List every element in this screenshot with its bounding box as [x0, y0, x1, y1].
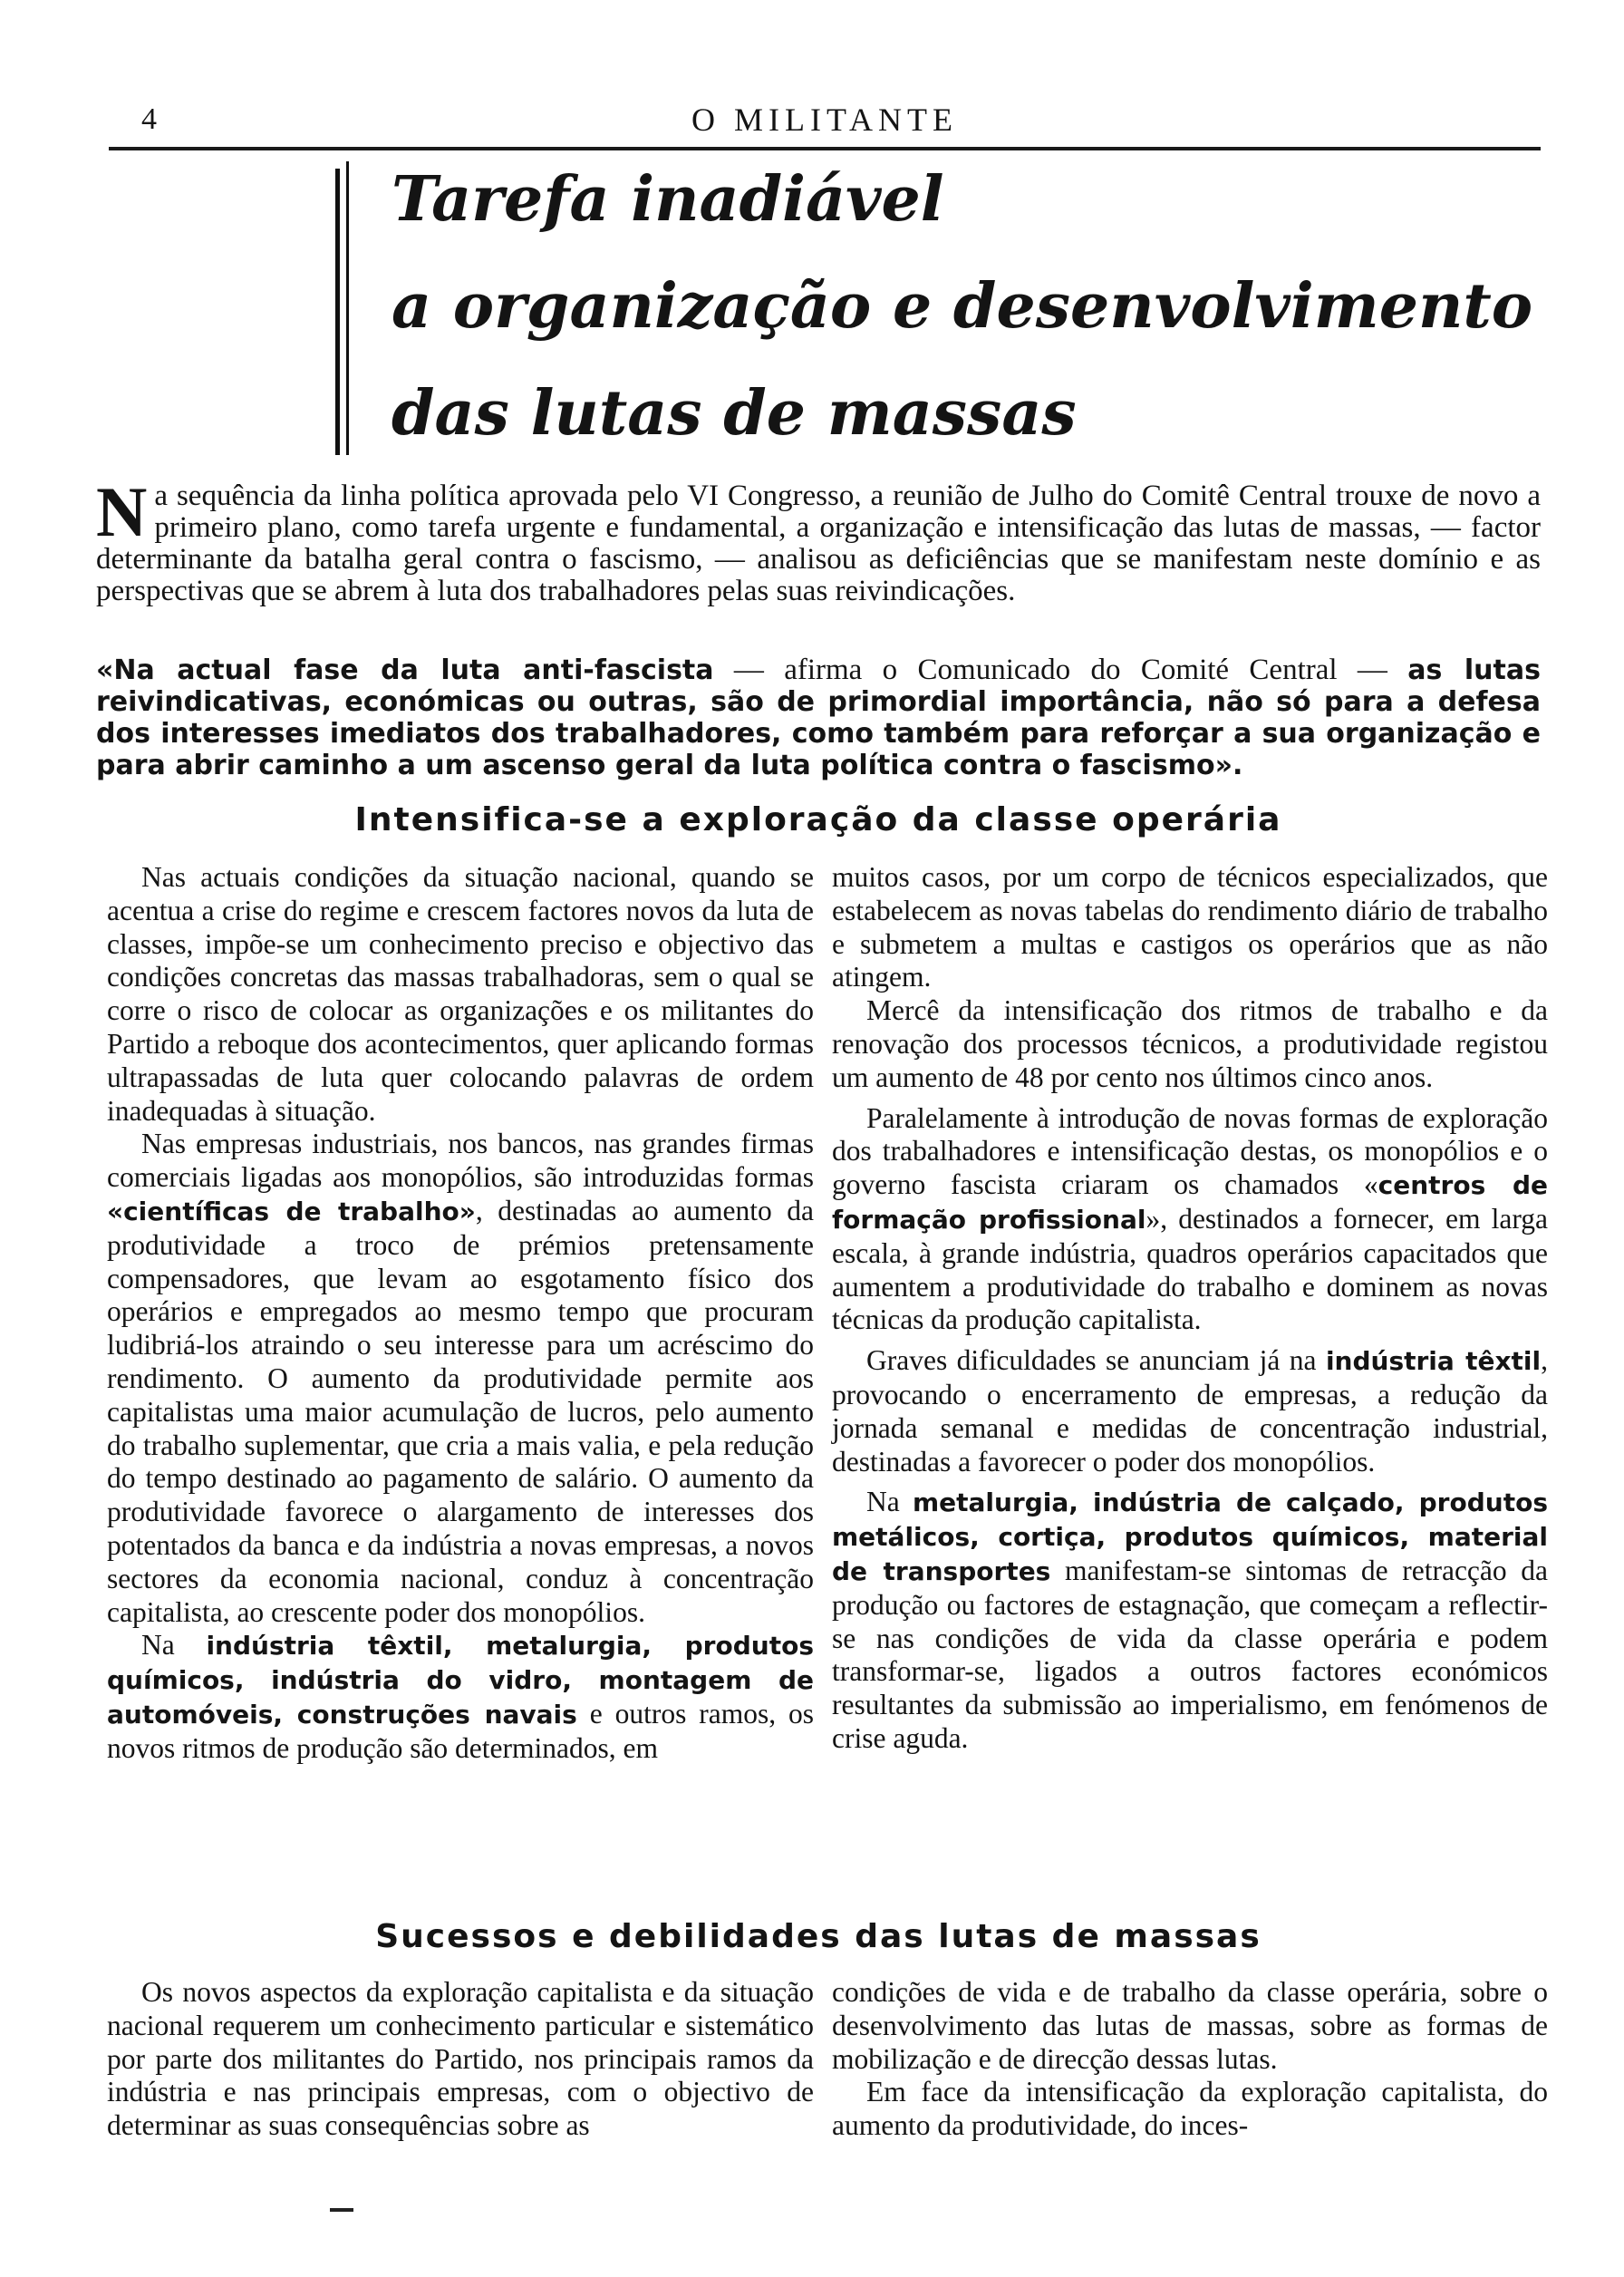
bold-run: centros de formação profissional: [832, 1170, 1548, 1235]
paragraph: [832, 1486, 1548, 1755]
paragraph: [832, 1102, 1548, 1338]
headline-line-1: Tarefa inadiável: [392, 163, 944, 236]
paragraph: muitos casos, por um corpo de técnicos especializados, que estabelecem as novas tabelas do rendimento diário de trabalho e submetem a multas e castigos os operários que as não atingem.: [832, 861, 1548, 993]
drop-cap: N: [96, 472, 148, 551]
paragraph: Nas actuais condições da situação nacional, quando se acentua a crise do regime e crescem factores novos da luta de classes, impõe-se um conhecimento preciso e objectivo das condições concretas das massas trabalhadoras, sem o qual se corre o risco de colocar as organizações e os militantes do Partido a reboque dos acontecimentos, quer aplicando formas ultrapassadas de luta quer colocando palavras de ordem inadequadas à situação.: [107, 861, 814, 1127]
paragraph: condições de vida e de trabalho da classe operária, sobre o desenvolvimento das lutas de massas, sobre as formas de mobilização e de direcção dessas lutas.: [832, 1976, 1548, 2075]
text-run: Graves dificuldades se anunciam já na: [866, 1344, 1326, 1377]
section-2-column-right: [832, 1976, 1548, 2143]
section-2-title: Sucessos e debilidades das lutas de massas: [375, 1918, 1262, 1955]
headline-rule-bars: [335, 161, 355, 455]
publication-title: O MILITANTE: [691, 102, 959, 138]
header-rule: [109, 147, 1541, 150]
headline-line-3: das lutas de massas: [392, 377, 1077, 450]
paragraph: [107, 1128, 814, 1629]
lead-paragraph: [96, 472, 1541, 607]
bold-run: indústria têxtil: [1325, 1346, 1542, 1377]
paragraph: [832, 1344, 1548, 1478]
headline-bar-thin: [346, 161, 349, 455]
paragraph: Os novos aspectos da exploração capitalista e da situação nacional requerem um conhecimento particular e sistemático por parte dos militantes do Partido, nos principais ramos da indústria e nas principais empresas, com o objectivo de determinar as suas consequências sobre as: [107, 1976, 814, 2142]
print-mark: [330, 2208, 353, 2212]
text-run: », destinados a fornecer, em larga escala, à grande indústria, quadros operários capacitados que aumentem a produtividade do trabalho e dominem as novas técnicas da produção capitalista.: [832, 1202, 1548, 1336]
quote-part-2: — afirma o Comunicado do Comité Central —: [713, 654, 1408, 686]
central-committee-quote: [96, 654, 1541, 781]
text-run: e outros ramos, os novos ritmos de produção são determinados, em: [107, 1697, 814, 1764]
paragraph: Em face da intensificação da exploração capitalista, do aumento da produtividade, do inces-: [832, 2076, 1548, 2142]
bold-run: «científicas de trabalho»: [107, 1196, 476, 1226]
section-1-column-left: [107, 861, 814, 1766]
headline-line-2: a organização e desenvolvimento: [392, 270, 1533, 343]
quote-part-3: as lutas reivindicativas, económicas ou outras, são de primordial importância, não só para a defesa dos interesses imediatos dos trabalhadores, como também para reforçar a sua organização e para abrir caminho a um ascenso geral da luta política contra o fascismo».: [96, 654, 1541, 781]
text-run: Paralelamente à introdução de novas formas de exploração dos trabalhadores e intensificação destas, os monopólios e o governo fascista criaram os chamados «: [832, 1101, 1548, 1201]
paragraph: [107, 1629, 814, 1765]
text-run: Na: [141, 1629, 207, 1662]
text-run: , destinadas ao aumento da produtividade a troco de prémios pretensamente compensadores, que levam ao esgotamento físico dos operários e empregados ao mesmo tempo que procuram ludibriá-los atraindo o seu interesse para um acréscimo do rendimento. O aumento da produtividade permite aos capitalistas uma maior acumulação de lucros, pelo aumento do trabalho suplementar, que cria a mais valia, e pela redução do tempo destinado ao pagamento de salário. O aumento da produtividade favorece o alargamento de interesses dos potentados da banca e da indústria a novas empresas, a novos sectores da economia nacional, conduz à concentração capitalista, ao crescente poder dos monopólios.: [107, 1194, 814, 1628]
paragraph: Mercê da intensificação dos ritmos de trabalho e da renovação dos processos técnicos, a produtividade registou um aumento de 48 por cento nos últimos cinco anos.: [832, 994, 1548, 1093]
bold-run: indústria têxtil, metalurgia, produtos químicos, indústria do vidro, montagem de automóveis, construções navais: [107, 1631, 814, 1730]
section-1-column-right: [832, 861, 1548, 1756]
headline-bar-thick: [335, 169, 340, 455]
text-run: Na: [866, 1486, 913, 1518]
text-run: Nas empresas industriais, nos bancos, nas grandes firmas comerciais ligadas aos monopólios, são introduzidas formas: [107, 1128, 814, 1194]
section-1-title: Intensifica-se a exploração da classe operária: [354, 801, 1282, 838]
section-2-column-left: [107, 1976, 814, 2143]
lead-text: a sequência da linha política aprovada pelo VI Congresso, a reunião de Julho do Comitê Central trouxe de novo a primeiro plano, como tarefa urgente e fundamental, a organização e intensificação das lutas de massas, — factor determinante da batalha geral contra o fascismo, — analisou as deficiências que se manifestam neste domínio e as perspectivas que se abrem à luta dos trabalhadores pelas suas reivindicações.: [96, 480, 1541, 607]
bold-run: metalurgia, indústria de calçado, produtos metálicos, cortiça, produtos químicos, material de transportes: [832, 1487, 1548, 1586]
quote-part-1: «Na actual fase da luta anti-fascista: [96, 654, 714, 686]
page-number: 4: [141, 102, 157, 136]
text-run: manifestam-se sintomas de retracção da produção ou factores de estagnação, que começam a reflectir-se nas condições de vida da classe operária e podem transformar-se, ligados a outros factores económicos resultantes da submissão ao imperialismo, em fenómenos de crise aguda.: [832, 1554, 1549, 1754]
text-run: , provocando o encerramento de empresas, a redução da jornada semanal e medidas de concentração industrial, destinadas a favorecer o poder dos monopólios.: [832, 1344, 1548, 1478]
